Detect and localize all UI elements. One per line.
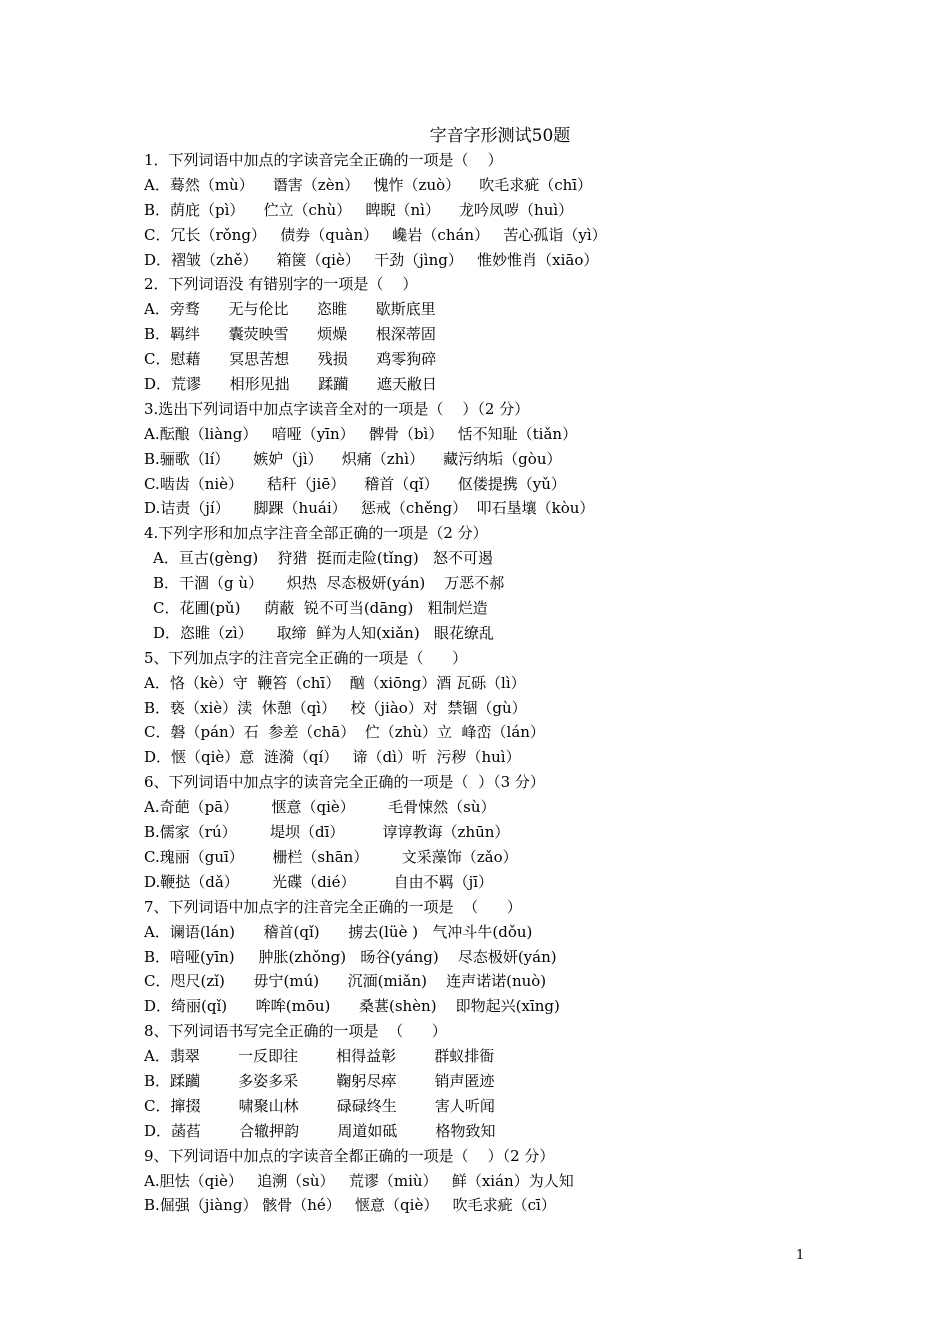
question-3-stem: 3.选出下列词语中加点字读音全对的一项是（ ）（2 分） bbox=[144, 399, 530, 418]
question-3-option-d: D.诘责（jí） 脚踝（huái） 惩戒（chěng） 叩石垦壤（kòu） bbox=[144, 499, 595, 518]
question-8-option-b: B．蹂躏 多姿多采 鞠躬尽瘁 销声匿迹 bbox=[144, 1071, 495, 1090]
question-3-option-b: B.骊歌（lí） 嫉妒（jì） 炽痛（zhì） 藏污纳垢（gòu） bbox=[144, 449, 562, 468]
question-6-option-d: D.鞭挞（dǎ） 光碟（dié） 自由不羁（jī） bbox=[144, 872, 494, 891]
question-list bbox=[144, 148, 844, 1218]
question-2-option-b: B．羁绊 囊荧映雪 烦燥 根深蒂固 bbox=[144, 325, 436, 344]
question-8-stem: 8、下列词语书写完全正确的一项是 （ ） bbox=[144, 1022, 447, 1041]
question-5-option-d: D．惬（qiè）意 涟漪（qí） 谛（dì）听 污秽（huì） bbox=[144, 748, 521, 767]
question-4-option-a: A．亘古(gèng) 狩猎 挺而走险(tǐng) 怒不可遏 bbox=[153, 549, 493, 568]
question-8-option-d: D．菡萏 合辙押韵 周道如砥 格物致知 bbox=[144, 1121, 496, 1140]
question-7-option-a: A．谰语(lán) 稽首(qǐ) 掳去(lüè ) 气冲斗牛(dǒu) bbox=[144, 922, 533, 941]
question-6-stem: 6、下列词语中加点字的读音完全正确的一项是（ ）（3 分） bbox=[144, 773, 545, 792]
question-5-stem: 5、下列加点字的注音完全正确的一项是（ ） bbox=[144, 648, 468, 667]
question-9-option-b: B.倔强（jiàng） 骸骨（hé） 惬意（qiè） 吹毛求疵（cī） bbox=[144, 1196, 556, 1215]
question-4-option-d: D．恣睢（zì） 取缔 鲜为人知(xiǎn) 眼花缭乱 bbox=[153, 623, 494, 642]
question-8-option-a: A．翡翠 一反即往 相得益彰 群蚁排衙 bbox=[144, 1047, 495, 1066]
question-7-stem: 7、下列词语中加点字的注音完全正确的一项是 （ ） bbox=[144, 897, 522, 916]
question-3-option-c: C.啮齿（niè） 秸秆（jiē） 稽首（qǐ） 伛偻提携（yǔ） bbox=[144, 474, 566, 493]
question-6-option-c: C.瑰丽（guī） 栅栏（shān） 文采藻饰（zǎo） bbox=[144, 847, 518, 866]
question-1-option-d: D．褶皱（zhě） 箱箧（qiè） 干劲（jìng） 惟妙惟肖（xiāo） bbox=[144, 250, 599, 269]
question-1-option-a: A．蓦然（mù） 谮害（zèn） 愧怍（zuò） 吹毛求疵（chī） bbox=[144, 175, 593, 194]
question-7-option-c: C．咫尺(zǐ) 毋宁(mú) 沉湎(miǎn) 连声诺诺(nuò) bbox=[144, 972, 547, 991]
question-2-option-c: C．慰藉 冥思苦想 残损 鸡零狗碎 bbox=[144, 350, 437, 369]
question-5-option-a: A．恪（kè）守 鞭笞（chī） 酗（xiōng）酒 瓦砾（lì） bbox=[144, 673, 526, 692]
question-4-stem: 4.下列字形和加点字注音全部正确的一项是（2 分） bbox=[144, 524, 488, 543]
question-2-option-a: A．旁骛 无与伦比 恣睢 歇斯底里 bbox=[144, 300, 436, 319]
question-5-option-c: C．磐（pán）石 参差（chā） 伫（zhù）立 峰峦（lán） bbox=[144, 723, 545, 742]
question-6-option-a: A.奇葩（pā） 惬意（qiè） 毛骨悚然（sù） bbox=[144, 798, 496, 817]
question-4-option-b: B．干涸（g ù） 炽热 尽态极妍(yán) 万恶不郝 bbox=[153, 574, 505, 593]
question-3-option-a: A.酝酿（liàng） 喑哑（yīn） 髀骨（bì） 恬不知耻（tiǎn） bbox=[144, 424, 578, 443]
question-5-option-b: B．亵（xiè）渎 休憩（qì） 校（jiào）对 禁锢（gù） bbox=[144, 698, 527, 717]
question-8-option-c: C．撺掇 啸聚山林 碌碌终生 害人听闻 bbox=[144, 1096, 495, 1115]
question-1-stem: 1．下列词语中加点的字读音完全正确的一项是（ ） bbox=[144, 151, 503, 169]
question-9-stem: 9、下列词语中加点的字读音全都正确的一项是（ ）（2 分） bbox=[144, 1146, 555, 1165]
question-2-stem: 2．下列词语没 有错别字的一项是（ ） bbox=[144, 275, 418, 294]
question-7-option-b: B．喑哑(yīn) 肿胀(zhǒng) 旸谷(yáng) 尽态极妍(yán) bbox=[144, 947, 557, 966]
question-4-option-c: C．花圃(pǔ) 荫蔽 锐不可当(dāng) 粗制烂造 bbox=[153, 599, 488, 618]
question-1-option-b: B．荫庇（pì） 伫立（chù） 睥睨（nì） 龙吟凤哕（huì） bbox=[144, 200, 574, 219]
page-title: 字音字形测试50题 bbox=[429, 126, 571, 146]
question-1-option-c: C．冗长（rǒng） 债券（quàn） 巉岩（chán） 苦心孤诣（yì） bbox=[144, 225, 607, 244]
page-number: 1 bbox=[796, 1248, 805, 1263]
question-9-option-a: A.胆怯（qiè） 追溯（sù） 荒谬（miù） 鲜（xián）为人知 bbox=[144, 1171, 574, 1190]
question-2-option-d: D．荒谬 相形见拙 蹂躏 遮天敝日 bbox=[144, 375, 437, 394]
question-7-option-d: D．绮丽(qǐ) 哞哞(mōu) 桑葚(shèn) 即物起兴(xīng) bbox=[144, 997, 560, 1016]
question-6-option-b: B.儒家（rú） 堤坝（dī） 谆谆教诲（zhūn） bbox=[144, 823, 510, 842]
